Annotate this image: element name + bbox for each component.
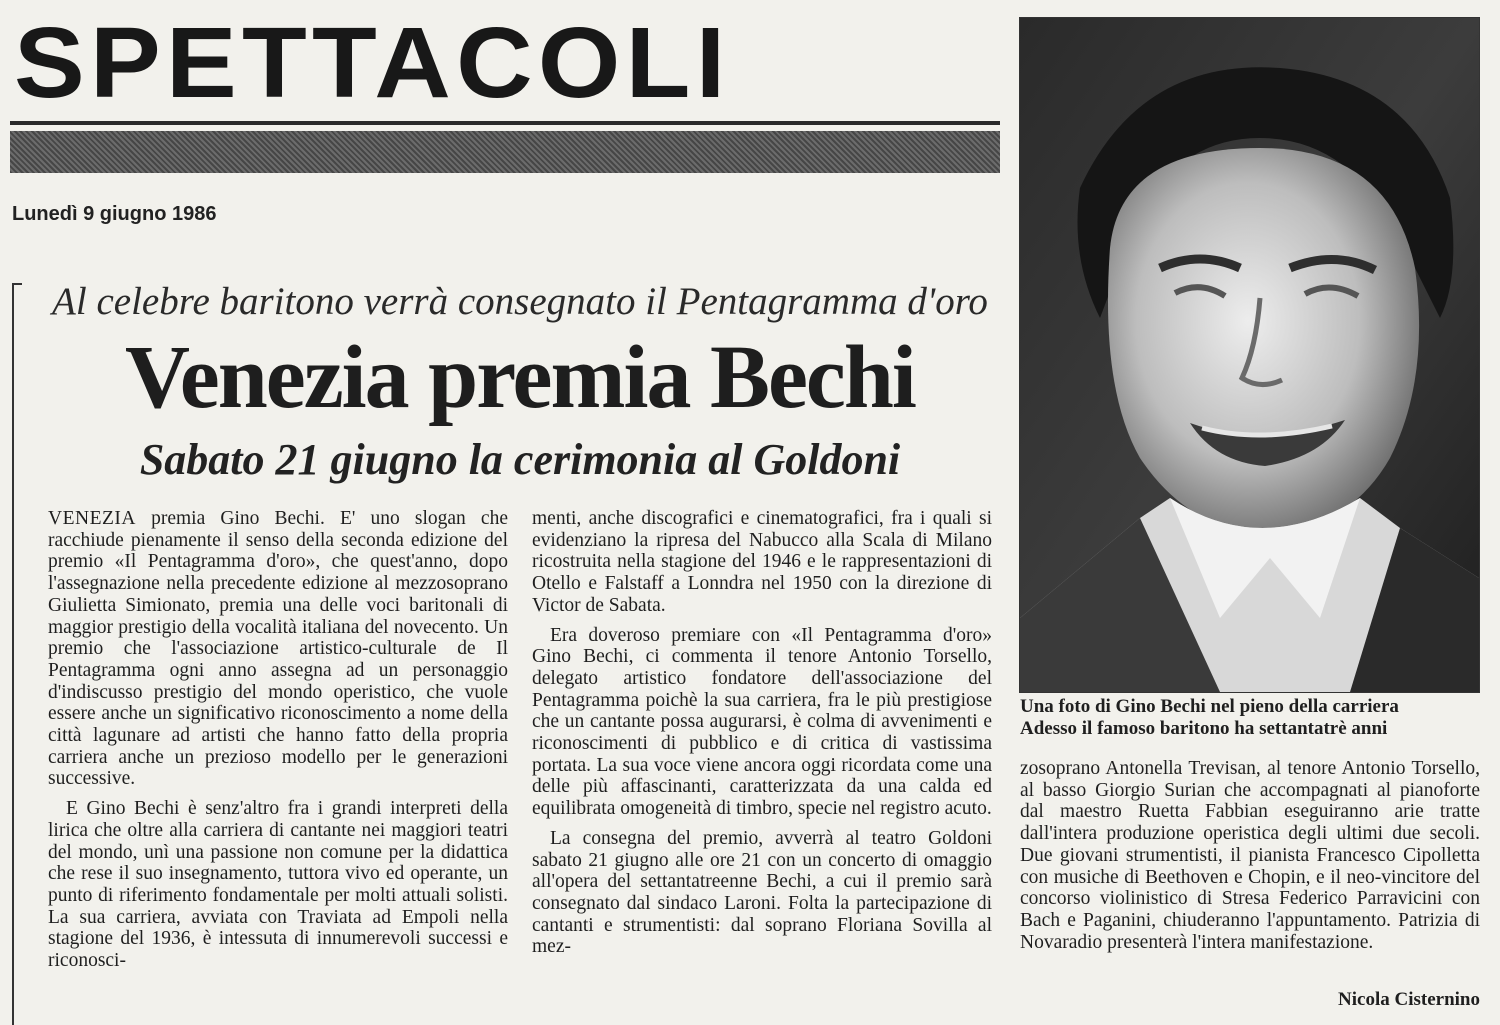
article-column-3: [1020, 758, 1480, 988]
portrait-illustration: [1020, 18, 1479, 692]
article-kicker: Al celebre baritono verrà consegnato il Pentagramma d'oro: [52, 280, 988, 323]
article-headline: Venezia premia Bechi: [125, 328, 915, 427]
photo-caption-line-1: Una foto di Gino Bechi nel pieno della carriera: [1020, 696, 1399, 717]
portrait-photo: [1019, 17, 1480, 693]
header-rule: [10, 121, 1000, 125]
article-paragraph-4: Era doveroso premiare con «Il Pentagramma d'oro» Gino Bechi, ci commenta il tenore Antonio Torsello, delegato artistico fondatore dell'associazione del Pentagramma poichè la sua carriera, fra le più prestigiose che un cantante possa augurarsi, è colma di avvenimenti e riconoscimenti di pubblico e di critica di vastissima portata. La sua voce viene ancora oggi ricordata come una delle più affascinanti, caratterizzata da una calda ed equilibrata omogeneità di timbro, specie nel registro acuto.: [532, 624, 992, 820]
article-paragraph-2: E Gino Bechi è senz'altro fra i grandi interpreti della lirica che oltre alla carriera di cantante nei maggiori teatri del mondo, unì una passione non comune per la didattica che rese il suo insegnamento, tuttora vivo ed operante, un punto di riferimento fondamentale per molti attuali solisti. La sua carriera, avviata con Traviata ad Empoli nella stagione del 1936, è intessuta di innumerevoli successi e riconosci-: [48, 798, 508, 972]
article-paragraph-1: VENEZIA premia Gino Bechi. E' uno slogan che racchiude pienamente il senso della seconda edizione del premio «Il Pentagramma d'oro», che quest'anno, dopo l'assegnazione nella precedente edizione al mezzosoprano Giulietta Simionato, premia una delle voci baritonali di maggior prestigio della vocalità italiana del novecento. Un premio che l'associazione artistico-culturale de Il Pentagramma ogni anno assegna ad un personaggio d'indiscusso prestigio del mondo operistico, che vuole essere anche un significativo riconoscimento a nome della città lagunare ad artisti che hanno fatto della propria carriera anche un prezioso modello per le generazioni successive.: [48, 508, 508, 790]
header-band: [10, 131, 1000, 173]
article-bracket: [12, 283, 22, 1025]
article-paragraph-3: menti, anche discografici e cinematografici, fra i quali si evidenziano la ripresa del Nabucco alla Scala di Milano ricostruita nella stagione del 1946 e le rappresentazioni di Otello e Falstaff a Lonndra nel 1950 con la direzione di Victor de Sabata.: [532, 508, 992, 616]
issue-date: Lunedì 9 giugno 1986: [12, 203, 217, 225]
byline: Nicola Cisternino: [1338, 989, 1480, 1010]
photo-caption-line-2: Adesso il famoso baritono ha settantatrè anni: [1020, 718, 1388, 739]
photo-caption: [1020, 696, 1490, 740]
article-paragraph-6: zosoprano Antonella Trevisan, al tenore Antonio Torsello, al basso Giorgio Surian che accompagnati al pianoforte dal maestro Ruetta Fabbian eseguiranno arie tratte dall'intera produzione operistica degli ultimi due secoli. Due giovani strumentisti, il pianista Francesco Cipolletta con musiche di Beethoven e Chopin, e il neo-vincitore del concorso violinistico di Stresa Federico Parravicini con Bach e Paganini, chiuderanno l'appuntamento. Patrizia di Novaradio presenterà l'intera manifestazione.: [1020, 758, 1480, 953]
article-subhead: Sabato 21 giugno la cerimonia al Goldoni: [139, 435, 901, 484]
article-paragraph-5: La consegna del premio, avverrà al teatro Goldoni sabato 21 giugno alle ore 21 con un concerto di omaggio all'opera del settantatreenne Bechi, a cui il premio sarà consegnato dal sindaco Laroni. Folta la partecipazione di cantanti e strumentisti: dal soprano Floriana Sovilla al mez-: [532, 827, 992, 958]
article-column-1: [48, 508, 508, 1023]
lead-city: VENEZIA: [48, 508, 136, 529]
section-title: SPETTACOLI: [14, 7, 731, 119]
article-column-2: [532, 508, 992, 1023]
